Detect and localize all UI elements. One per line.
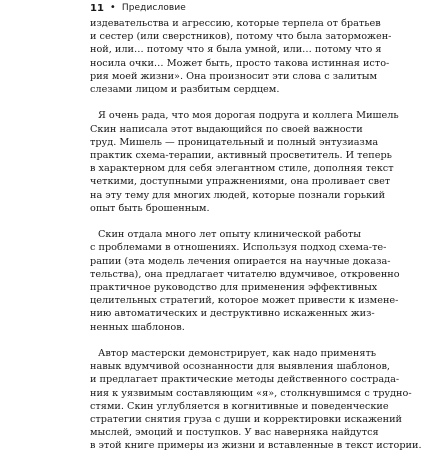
paragraph — [90, 228, 400, 334]
text-line: в характерном для себя элегантном стиле, дополняя текст — [90, 163, 394, 175]
paragraph-gap — [90, 215, 330, 228]
text-line: на эту тему для многих людей, которые познали горький — [90, 189, 386, 201]
text-line: ненных шаблонов. — [90, 321, 185, 333]
text-line: Автор мастерски демонстрирует, как надо применять — [98, 348, 377, 360]
text-line: навык вдумчивой осознанности для выявления шаблонов, — [90, 361, 390, 373]
text-line: опыт быть брошенным. — [90, 202, 210, 214]
body-text — [90, 17, 422, 453]
text-line: ной, или… потому что я была умной, или… потому что я — [90, 44, 382, 56]
text-line: целительных стратегий, которое может привести к измене- — [90, 295, 399, 307]
text-line: слезами лицом и разбитым сердцем. — [90, 84, 280, 96]
text-line: Я очень рада, что моя дорогая подруга и коллега Мишель — [98, 110, 399, 122]
text-line: рапии (эта модель лечения опирается на научные доказа- — [90, 255, 391, 267]
running-header — [90, 1, 186, 15]
text-line: мыслей, эмоций и поступков. У вас наверняка найдутся — [90, 427, 379, 439]
text-line: тельства), она предлагает читателю вдумчивое, откровенно — [90, 268, 400, 280]
text-line: рия моей жизни». Она произносит эти слова с залитым — [90, 70, 378, 82]
text-line: издевательства и агрессию, которые терпела от братьев — [90, 18, 381, 29]
text-line: стями. Скин углубляется в когнитивные и поведенческие — [90, 400, 389, 412]
text-line: практик схема-терапии, активный просветитель. И теперь — [90, 150, 392, 162]
text-line: носила очки… Может быть, просто такова истинная исто- — [90, 57, 390, 69]
text-line: с проблемами в отношениях. Используя подход схема-те- — [90, 242, 387, 254]
text-line: Скин написала этот выдающийся по своей важности — [90, 123, 363, 135]
text-line: и сестер (или сверстников), потому что была заторможен- — [90, 31, 392, 43]
paragraph — [90, 347, 422, 453]
text-line: и предлагает практические методы действенного сострада- — [90, 374, 400, 386]
text-line: четкими, доступными упражнениями, она проливает свет — [90, 176, 391, 188]
page-number: 11 — [90, 2, 104, 14]
text-line: труд. Мишель — проницательный и полный энтузиазма — [90, 136, 379, 148]
text-line: Скин отдала много лет опыту клинической работы — [98, 229, 361, 241]
text-line: стратегии снятия груза с души и корректировки искажений — [90, 414, 402, 426]
header-separator-dot: • — [109, 2, 116, 13]
text-line: в этой книге примеры из жизни и вставленные в текст истории. — [90, 440, 422, 452]
text-line: нию автоматических и деструктивно искаженных жиз- — [90, 308, 375, 320]
text-line: ния к уязвимым составляющим «я», столкнувшимся с трудно- — [90, 387, 412, 399]
paragraph-gap — [90, 334, 330, 347]
paragraph-gap — [90, 96, 330, 109]
text-line: практичное руководство для применения эффективных — [90, 282, 378, 294]
paragraph — [90, 17, 392, 96]
paragraph — [90, 109, 399, 215]
running-title: Предисловие — [121, 3, 186, 13]
